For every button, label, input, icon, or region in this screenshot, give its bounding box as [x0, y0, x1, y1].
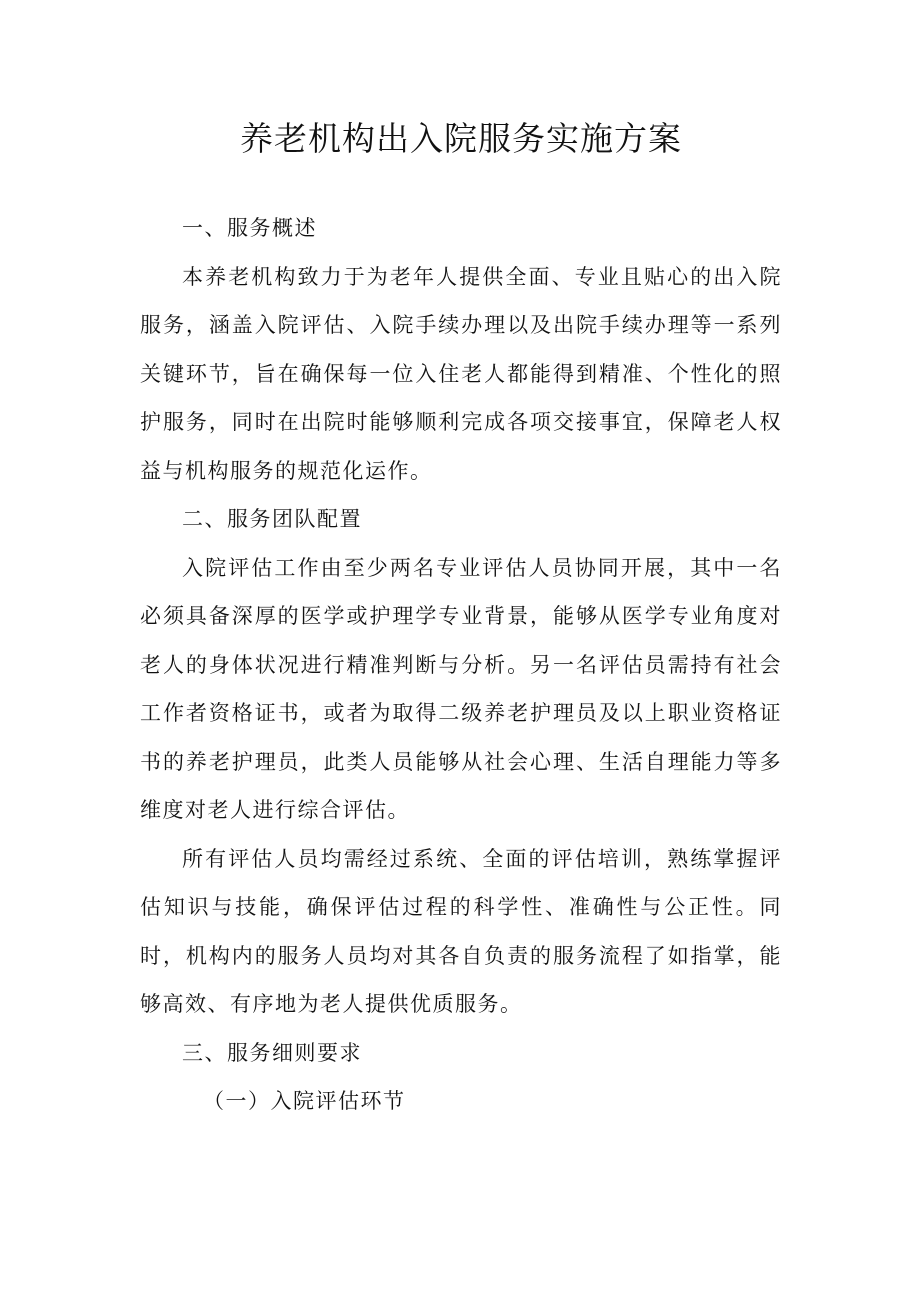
document-body: [140, 204, 782, 1126]
section-heading-details: 三、服务细则要求: [182, 1040, 362, 1065]
document-title: 养老机构出入院服务实施方案: [240, 119, 682, 158]
paragraph-team-training: 所有评估人员均需经过系统、全面的评估培训，熟练掌握评估知识与技能，确保评估过程的科学性、准确性与公正性。同时，机构内的服务人员均对其各自负责的服务流程了如指掌，能够高效、有序地为老人提供优质服务。: [140, 846, 782, 1016]
subsection-heading-admission-assessment: （一）入院评估环节: [203, 1089, 406, 1113]
paragraph-team-assessors: 入院评估工作由至少两名专业评估人员协同开展，其中一名必须具备深厚的医学或护理学专业背景，能够从医学专业角度对老人的身体状况进行精准判断与分析。另一名评估员需持有社会工作者资格证书，或者为取得二级养老护理员及以上职业资格证书的养老护理员，此类人员能够从社会心理、生活自理能力等多维度对老人进行综合评估。: [140, 555, 782, 822]
section-heading-overview: 一、服务概述: [182, 216, 317, 240]
paragraph-overview: 本养老机构致力于为老年人提供全面、专业且贴心的出入院服务，涵盖入院评估、入院手续办理以及出院手续办理等一系列关键环节，旨在确保每一位入住老人都能得到精准、个性化的照护服务，同时在出院时能够顺利完成各项交接事宜，保障老人权益与机构服务的规范化运作。: [140, 264, 782, 483]
section-heading-team: 二、服务团队配置: [182, 507, 362, 531]
